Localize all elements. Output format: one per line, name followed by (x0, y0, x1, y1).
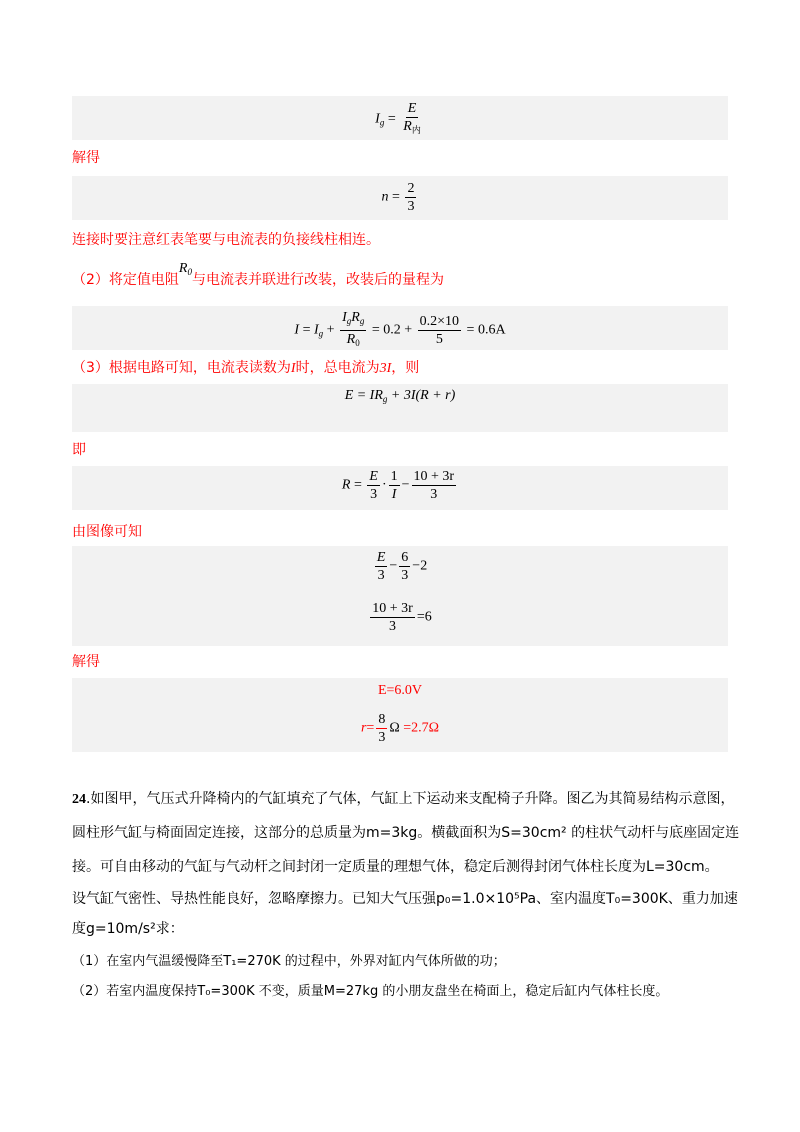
step3-text: （3）根据电路可知，电流表读数为I时，总电流为3I，则 (72, 360, 420, 376)
label-jiede-2: 解得 (72, 654, 100, 670)
answer-r: r= $\frac{8}{3}$ Ω =2.7Ω (360, 712, 440, 745)
note-connect: 连接时要注意红表笔要与电流表的负接线柱相连。 (72, 232, 380, 248)
problem-24-q1: （1）在室内气温缓慢降至T₁=270K 的过程中，外界对缸内气体所做的功； (72, 954, 506, 969)
equation-ig: $I_g$ = $\frac{E}{R_内}$ (375, 101, 421, 135)
label-jiede-1: 解得 (72, 150, 100, 166)
equation-e: $E = IR_g + 3I(R + r)$ (344, 388, 456, 404)
problem-24-line4: 设气缸气密性、导热性能良好，忽略摩擦力。已知大气压强p₀=1.0×10⁵Pa、室内温度T₀=300K、重力加速 (72, 891, 738, 907)
label-tuxiang: 由图像可知 (72, 524, 142, 540)
equation-slope: $\frac{E}{3}$ − $\frac{6}{3}$ −2 (376, 550, 428, 583)
problem-24-line1: 24.如图甲，气压式升降椅内的气缸填充了气体，气缸上下运动来支配椅子升降。图乙为其简易结构示意图， (72, 791, 735, 807)
equation-n: n = $\frac{2}{3}$ (381, 181, 415, 214)
equation-range: $I = I_g$ + $\frac{I_gR_g}{R_0}$ = 0.2 + $\frac{0.2\times 10}{5}$ = 0.6A (294, 310, 506, 348)
step2-text: （2）将定值电阻$R_0$与电流表并联进行改装，改装后的量程为 (72, 261, 444, 288)
label-ji: 即 (72, 442, 86, 458)
problem-24-q2: （2）若室内温度保持T₀=300K 不变，质量M=27kg 的小朋友盘坐在椅面上，稳定后缸内气体柱长度。 (72, 984, 669, 999)
problem-24-line3: 接。可自由移动的气缸与气动杆之间封闭一定质量的理想气体，稳定后测得封闭气体柱长度为L=30cm。 (72, 859, 719, 875)
problem-24-line5: 度g=10m/s²求： (72, 921, 184, 937)
equation-intercept: $\frac{10 + 3r}{3}$ =6 (372, 601, 432, 634)
equation-r: R = $\frac{E}{3}$ · $\frac{1}{I}$ − $\frac{10 + 3r}{3}$ (341, 469, 455, 502)
answer-e: E=6.0V (377, 683, 423, 698)
problem-24-line2: 圆柱形气缸与椅面固定连接，这部分的总质量为m=3kg。横截面积为S=30cm² 的柱状气动杆与底座固定连 (72, 825, 740, 841)
